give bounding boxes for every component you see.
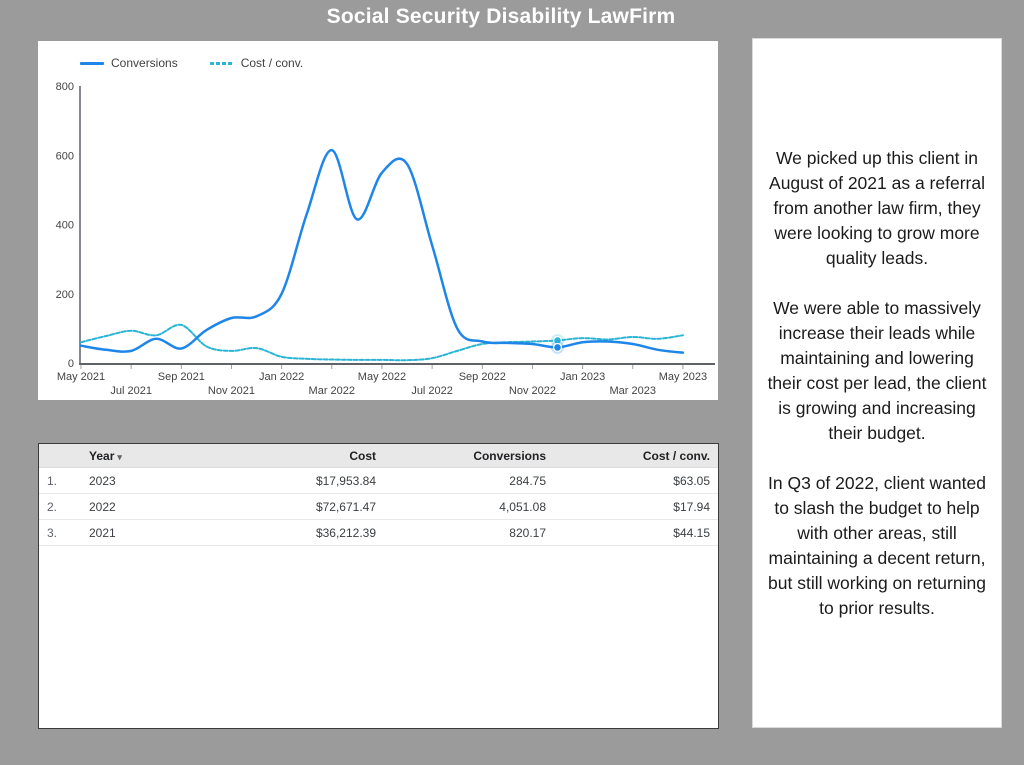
x-tick-label: May 2023 (658, 371, 708, 383)
column-header-index (39, 444, 81, 468)
row-number: 2. (39, 494, 81, 520)
column-header-cost-per-conv[interactable]: Cost / conv. (554, 444, 718, 468)
legend-label-cost-per-conv: Cost / conv. (240, 56, 304, 70)
chart-legend (80, 56, 303, 70)
column-header-cost[interactable]: Cost (244, 444, 384, 468)
client-notes-panel (752, 38, 1002, 728)
cost-per-conv-line-icon (210, 62, 234, 65)
conversions-line-icon (80, 62, 104, 65)
page-title: Social Security Disability LawFirm (326, 5, 676, 28)
x-tick-label: Sep 2021 (157, 371, 205, 383)
cost-cell: $72,671.47 (244, 494, 384, 520)
x-tick-label: Jul 2022 (411, 385, 453, 397)
cost-per-conv-cell: $44.15 (554, 520, 718, 546)
sort-descending-icon: ▾ (117, 451, 122, 462)
y-tick-label: 600 (55, 150, 74, 163)
cost-cell: $17,953.84 (244, 468, 384, 494)
legend-item-conversions (80, 56, 178, 70)
legend-label-conversions: Conversions (111, 56, 178, 70)
x-tick-label: May 2021 (56, 371, 106, 383)
x-tick-label: Mar 2022 (308, 385, 356, 397)
cost-cell: $36,212.39 (244, 520, 384, 546)
column-header-conversions[interactable]: Conversions (384, 444, 554, 468)
note-paragraph: We were able to massively increase their leads while maintaining and lowering their cost per lead, the client is growing and increasing their budget. (767, 297, 987, 443)
x-tick-label: Mar 2023 (609, 385, 657, 397)
yearly-summary-table-panel (38, 443, 719, 729)
table-row (39, 494, 718, 520)
x-tick-label: May 2022 (357, 371, 407, 383)
time-series-chart-panel (38, 41, 718, 400)
conversions-cost-line-chart[interactable] (38, 81, 718, 400)
y-tick-label: 800 (55, 81, 74, 93)
y-tick-label: 0 (67, 358, 74, 370)
conversions-cell: 284.75 (384, 468, 554, 494)
y-tick-label: 400 (55, 219, 74, 232)
note-paragraph: In Q3 of 2022, client wanted to slash the budget to help with other areas, still maintaining a decent return, but still working on returning to prior results. (768, 472, 986, 618)
cost-per-conv-cell: $17.94 (554, 494, 718, 520)
y-tick-label: 200 (55, 288, 74, 301)
table-header-row (39, 444, 718, 468)
client-notes-text (753, 121, 1001, 646)
year-cell: 2022 (81, 494, 244, 520)
note-paragraph: We picked up this client in August of 2021 as a referral from another law firm, they were looking to grow more quality leads. (769, 147, 985, 268)
conversions-line (81, 150, 683, 353)
yearly-summary-table (39, 444, 718, 546)
year-cell: 2021 (81, 520, 244, 546)
cost-per-conv-cell: $63.05 (554, 468, 718, 494)
x-tick-label: Sep 2022 (458, 371, 506, 383)
x-tick-label: Jan 2022 (259, 371, 305, 383)
row-number: 1. (39, 468, 81, 494)
conversions-cell: 820.17 (384, 520, 554, 546)
column-header-year[interactable]: Year ▾ (81, 444, 244, 468)
x-tick-label: Nov 2021 (207, 385, 256, 397)
legend-item-cost-per-conv (210, 56, 303, 70)
year-cell: 2023 (81, 468, 244, 494)
conversions-cell: 4,051.08 (384, 494, 554, 520)
x-tick-label: Jan 2023 (559, 371, 606, 383)
x-tick-label: Jul 2021 (110, 385, 152, 397)
highlight-marker[interactable] (554, 344, 561, 351)
table-row (39, 520, 718, 546)
table-row (39, 468, 718, 494)
x-tick-label: Nov 2022 (508, 385, 556, 397)
row-number: 3. (39, 520, 81, 546)
